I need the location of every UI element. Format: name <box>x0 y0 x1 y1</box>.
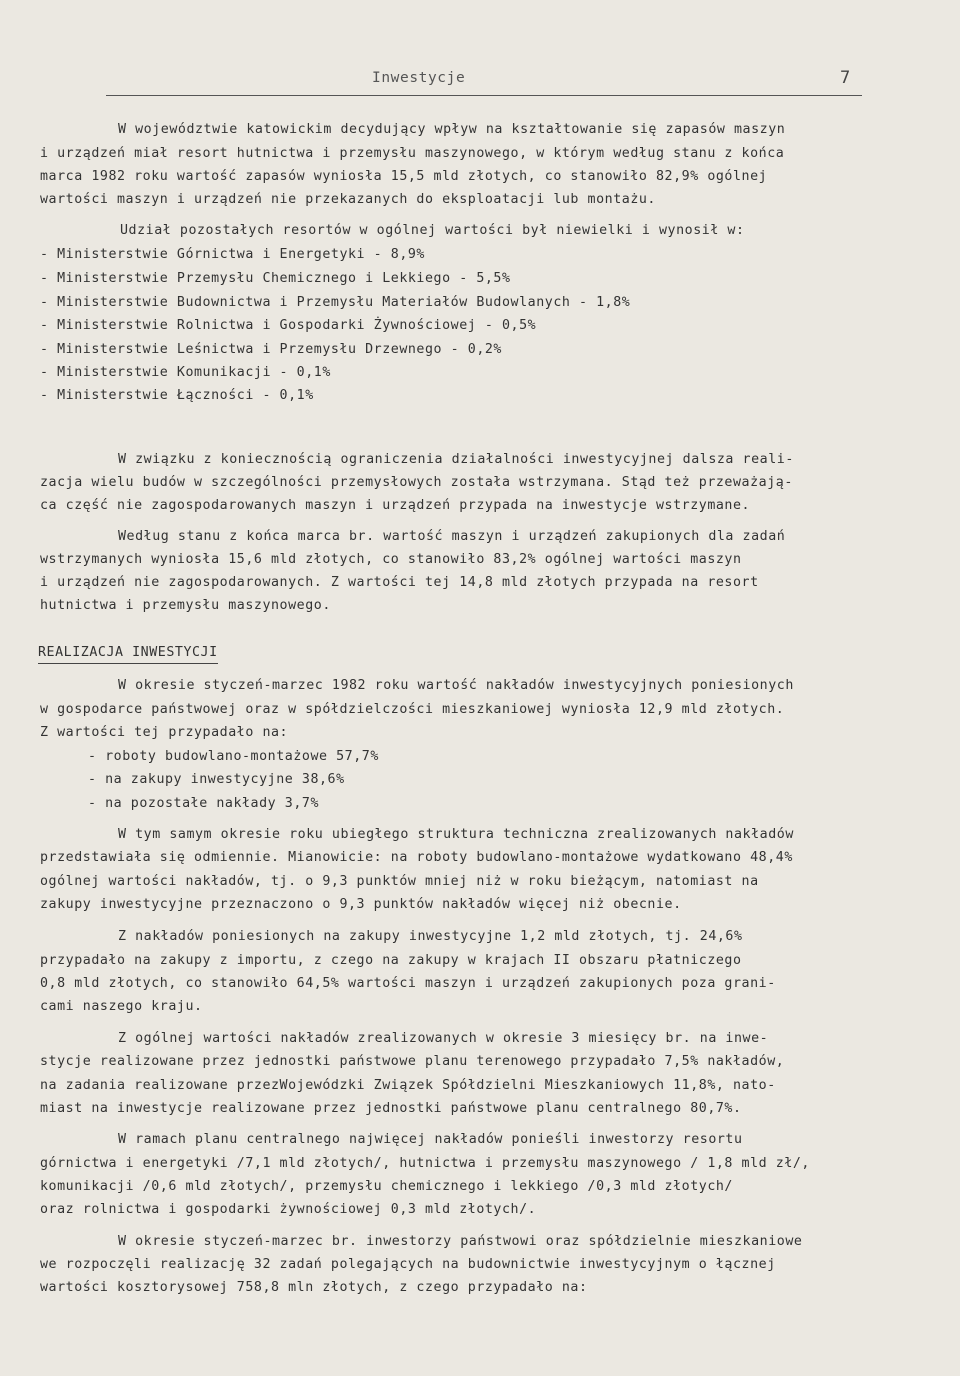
paragraph-5-line-3: Z wartości tej przypadało na: <box>40 725 289 740</box>
resort-share-item: - Ministerstwie Przemysłu Chemicznego i Lekkiego - 5,5% <box>40 271 511 286</box>
paragraph-10-line-3: wartości kosztorysowej 758,8 mln złotych, z czego przypadało na: <box>40 1280 588 1295</box>
paragraph-6-line-4: zakupy inwestycyjne przeznaczono o 9,3 punktów nakładów więcej niż obecnie. <box>40 897 682 912</box>
paragraph-4-line-2: wstrzymanych wyniosła 15,6 mld złotych, co stanowiło 83,2% ogólnej wartości maszyn <box>40 552 742 567</box>
paragraph-5-line-1: W okresie styczeń-marzec 1982 roku wartość nakładów inwestycyjnych poniesionych <box>118 678 794 693</box>
paragraph-6-line-1: W tym samym okresie roku ubiegłego struktura technicznа zrealizowanych nakładów <box>118 827 794 842</box>
paragraph-8-line-1: Z ogólnej wartości nakładów zrealizowanych w okresie 3 miesięcy br. na inwe- <box>118 1031 769 1046</box>
paragraph-9-line-4: oraz rolnictwa i gospodarki żywnościowej 0,3 mld złotych/. <box>40 1202 537 1217</box>
paragraph-4-line-1: Według stanu z końca marca br. wartość maszyn i urządzeń zakupionych dla zadań <box>118 529 786 544</box>
paragraph-1-line-3: marca 1982 roku wartość zapasów wyniosła 15,5 mld złotych, co stanowiło 82,9% ogólnej <box>40 169 768 184</box>
resort-share-item: - Ministerstwie Komunikacji - 0,1% <box>40 365 331 380</box>
paragraph-4-line-4: hutnictwa i przemysłu maszynowego. <box>40 598 331 613</box>
paragraph-8-line-2: stycje realizowane przez jednostki państwowe planu terenowego przypadało 7,5% nakładów, <box>40 1054 785 1069</box>
resort-share-item: - Ministerstwie Rolnictwa i Gospodarki Żywnościowej - 0,5% <box>40 318 537 333</box>
resort-share-item: - Ministerstwie Budownictwa i Przemysłu Materiałów Budowlanych - 1,8% <box>40 295 631 310</box>
paragraph-6-line-2: przedstawiała się odmiennie. Mianowicie: na roboty budowlano-montażowe wydatkowano 48,4% <box>40 850 793 865</box>
paragraph-7-line-4: cami naszego kraju. <box>40 999 203 1014</box>
paragraph-3-line-1: W związku z koniecznością ograniczenia działalności inwestycyjnej dalsza reali- <box>118 452 794 467</box>
running-header-title: Inwestycje <box>372 70 466 86</box>
paragraph-4-line-3: i urządzeń nie zagospodarowanych. Z wartości tej 14,8 mld złotych przypada na resort <box>40 575 759 590</box>
section-heading: REALIZACJA INWESTYCJI <box>38 645 218 660</box>
paragraph-9-line-3: komunikacji /0,6 mld złotych/, przemysłu chemicznego i lekkiego /0,3 mld złotych/ <box>40 1179 733 1194</box>
paragraph-8-line-3: na zadania realizowane przezWojewódzki Związek Spółdzielni Mieszkaniowych 11,8%, nato- <box>40 1078 776 1093</box>
structure-item: - roboty budowlano-montażowe 57,7% <box>88 749 379 764</box>
paragraph-7-line-1: Z nakładów poniesionych na zakupy inwestycyjne 1,2 mld złotych, tj. 24,6% <box>118 929 743 944</box>
paragraph-1-line-1: W województwie katowickim decydujący wpływ na kształtowanie się zapasów maszyn <box>118 122 786 137</box>
paragraph-3-line-2: zacja wielu budów w szczególności przemysłowych została wstrzymana. Stąd też przeważają- <box>40 475 793 490</box>
paragraph-9-line-1: W ramach planu centralnego najwięcej nakładów ponieśli inwestorzy resortu <box>118 1132 743 1147</box>
structure-item: - na zakupy inwestycyjne 38,6% <box>88 772 345 787</box>
paragraph-1-line-2: i urządzeń miał resort hutnictwa i przemysłu maszynowego, w którym według stanu z końca <box>40 146 785 161</box>
paragraph-10-line-2: we rozpoczęli realizację 32 zadań polegających na budownictwie inwestycyjnym o łącznej <box>40 1257 776 1272</box>
header-rule <box>106 95 862 96</box>
paragraph-7-line-3: 0,8 mld złotych, co stanowiło 64,5% wartości maszyn i urządzeń zakupionych poza grani- <box>40 976 776 991</box>
paragraph-3-line-3: ca część nie zagospodarowanych maszyn i urządzeń przypada na inwestycje wstrzymane. <box>40 498 751 513</box>
paragraph-10-line-1: W okresie styczeń-marzec br. inwestorzy państwowi oraz spółdzielnie mieszkaniowe <box>118 1234 803 1249</box>
resort-share-intro: Udział pozostałych resortów w ogólnej wartości był niewielki i wynosił w: <box>120 223 745 238</box>
resort-share-item: - Ministerstwie Łączności - 0,1% <box>40 388 314 403</box>
paragraph-7-line-2: przypadało na zakupy z importu, z czego na zakupy w krajach II obszaru płatniczego <box>40 953 742 968</box>
resort-share-item: - Ministerstwie Leśnictwa i Przemysłu Drzewnego - 0,2% <box>40 342 502 357</box>
paragraph-6-line-3: ogólnej wartości nakładów, tj. o 9,3 punktów mniej niż w roku bieżącym, natomiast na <box>40 874 759 889</box>
paragraph-5-line-2: w gospodarce państwowej oraz w spółdzielczości mieszkaniowej wyniosła 12,9 mld złotych. <box>40 702 785 717</box>
paragraph-9-line-2: górnictwa i energetyki /7,1 mld złotych/, hutnictwa i przemysłu maszynowego / 1,8 mld zł/, <box>40 1156 810 1171</box>
paragraph-8-line-4: miast na inwestycje realizowane przez jednostki państwowe planu centralnego 80,7%. <box>40 1101 742 1116</box>
page-number: 7 <box>840 68 851 88</box>
paragraph-1-line-4: wartości maszyn i urządzeń nie przekazanych do eksploatacji lub montażu. <box>40 192 656 207</box>
resort-share-item: - Ministerstwie Górnictwa i Energetyki - 8,9% <box>40 247 425 262</box>
structure-item: - na pozostałe nakłady 3,7% <box>88 796 319 811</box>
